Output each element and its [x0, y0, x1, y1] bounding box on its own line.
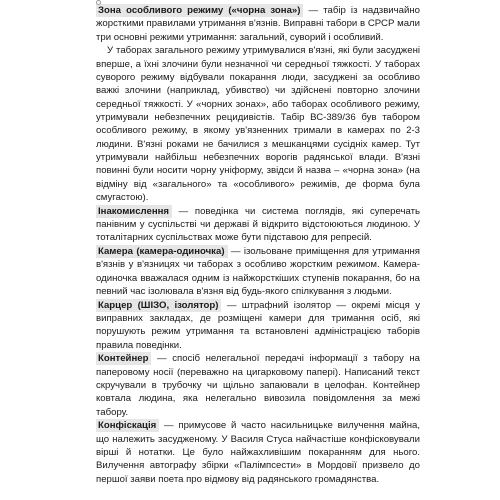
entry-definition: — поведінка чи система поглядів, які суперечать панівним у суспільстві чи державі й відкрито відстоюються людиною. У тоталітарних суспільствах може бути підставою для репресій. — [96, 205, 420, 244]
shaded-term-block — [96, 352, 151, 365]
glossary-entry-dissent — [96, 205, 420, 245]
entry-term: Зона особливого режиму («чорна зона») — [98, 5, 301, 16]
entry-term: Карцер (ШІЗО, ізолятор) — [98, 299, 219, 311]
shaded-term-block — [96, 4, 303, 17]
glossary-entry-confiscation — [96, 419, 420, 486]
entry-term: Конфіскація — [98, 420, 157, 432]
entry-definition: — спосіб нелегальної передачі інформації з табору на паперовому носії (переважно на цигарковому папері). Написаний текст скручували в трубочку чи щільно запаювали в целофан. Контейнер ковтала людина, яка нелегально вивозила повідомлення за межі табору. — [96, 353, 420, 418]
shaded-term-block — [96, 245, 228, 258]
glossary-entry-container — [96, 352, 420, 419]
glossary-entry-special-regime-zone — [96, 4, 420, 44]
entry-term: Камера (камера-одиночка) — [98, 246, 225, 258]
glossary-entry-cell — [96, 245, 420, 298]
shaded-term-block — [96, 419, 159, 432]
entry-definition: — примусове й часто насильницьке вилучення майна, що належить засудженому. У Василя Стуса найчастіше конфісковували вірші й нотатки. Це було найжахливішим покаранням для нього. Вилучення автографу збірки «Палімпсести» в Мордовії призвело до першої заяви поета про відмову від радянського громадянства. — [96, 420, 420, 485]
entry-definition: — табір із надзвичайно жорсткими правилами утримання в'язнів. Виправні табори в СРСР мали три основні режими утримання: загальний, суворий і особливий. — [96, 5, 420, 43]
entry-term: Інакомислення — [98, 205, 170, 217]
glossary-entry-punishment-cell — [96, 299, 420, 352]
entry-definition: — ізольоване приміщення для утримання в'язнів у в'язницях чи таборах з особливо жорстким режимом. Камера-одиночка вважалася одним із найжорсткіших ступенів покарання, бо на певний час ізолювала в'язня від будь-якого спілкування з людьми. — [96, 246, 420, 298]
shaded-term-block — [96, 205, 172, 218]
entry-definition: — штрафний ізолятор — окремі місця у виправних закладах, де розміщені камери для тримання осіб, які порушують режим утримання та встановлені адміністрацією таборів правила поведінки. — [96, 299, 420, 351]
shaded-term-block — [96, 299, 221, 312]
glossary-entry-continuation: У таборах загального режиму утримувалися в'язні, які були засуджені вперше, а їхні злочини були незначної чи середньої тяжкості. У таборах суворого режиму відбували покарання люди, засуджені за особливо важкі злочини (наприклад, убивство) чи здійснені повторно злочини середньої тяжкості. У «чорних зонах», або таборах особливого режиму, утримували небезпечних рецидивістів. Табір ВС-389/36 був табором особливого режиму, в якому ув'язненних тримали в камерах по 2-3 людини. В'язні роками не бачилися з мешканцями сусідніх камер. Тут утримували найбільш небезпечних ворогів радянської влади. В'язні повинні були носити чорну уніформу, звідси й назва – «чорна зона» (на відміну від «загального» та «особливого» режимів, де форма була смугастою). — [96, 45, 420, 204]
entry-term: Контейнер — [98, 353, 149, 365]
corner-mark — [96, 0, 101, 5]
